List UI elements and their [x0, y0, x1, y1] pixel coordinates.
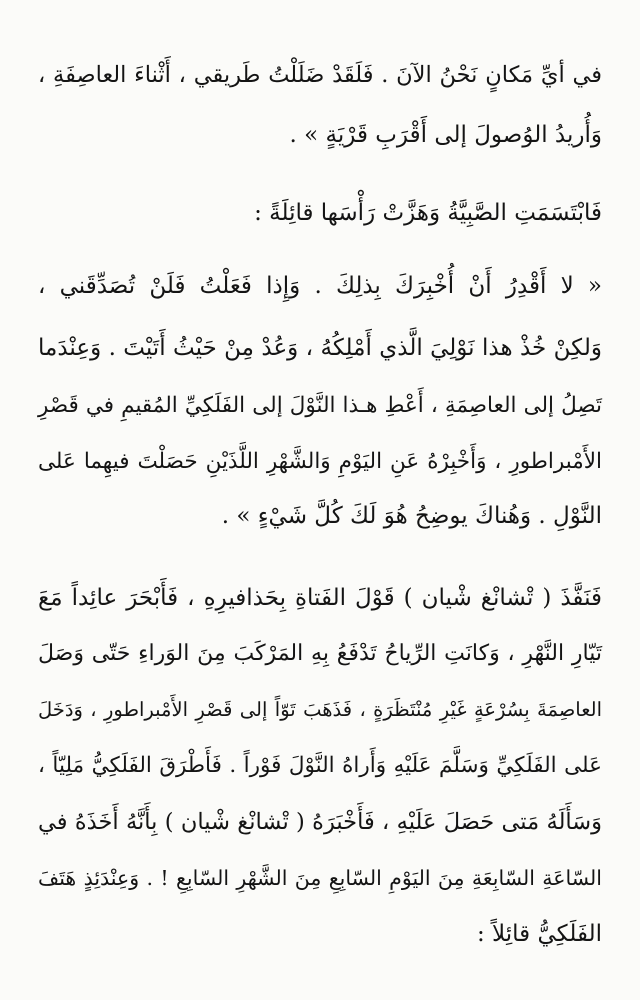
text-line: فَابْتَسَمَتِ الصَّبِيَّةُ وَهَزَّتْ رَأْسَها قائِلَةً :: [254, 200, 602, 226]
text-line: فَنَفَّذَ ( تْشانْغ شْيان ) قَوْلَ الفَتاةِ بِحَذافيرِهِ ، فَأَبْحَرَ عائِداً مَعَ: [38, 585, 602, 611]
text-line: النَّوْلِ . وَهُناكَ يوضِحُ هُوَ لَكَ كُلَّ شَيْءٍ » .: [221, 503, 602, 529]
text-line: الفَلَكِيُّ قائِلاً :: [476, 921, 602, 947]
text-line: وَلكِنْ خُذْ هذا نَوْلِيَ الَّذي أَمْلِكُهُ ، وَعُدْ مِنْ حَيْثُ أَتَيْتَ . وَعِنْدَما: [38, 335, 602, 361]
text-line: « لا أَقْدِرُ أَنْ أُخْبِرَكَ بِذلِكَ . وَإِذا فَعَلْتُ فَلَنْ تُصَدِّقَني ،: [38, 273, 602, 299]
text-line: السّاعَةِ السّابِعَةِ مِنَ اليَوْمِ السّابِعِ مِنَ الشَّهْرِ السّابِعِ ! . وَعِنْدَئِذٍ هَتَفَ: [38, 866, 602, 890]
text-line: وَأُريدُ الوُصولَ إلى أَقْرَبِ قَرْيَةٍ » .: [289, 122, 602, 148]
text-line: في أيِّ مَكانٍ نَحْنُ الآنَ . فَلَقَدْ ضَلَلْتُ طَريقي ، أَثْناءَ العاصِفَةِ ،: [38, 62, 602, 88]
text-line: الأَمْبراطورِ ، وَأَخْبِرْهُ عَنِ اليَوْمِ وَالشَّهْرِ اللَّذَيْنِ حَصَلْتَ فيهِما عَلى: [38, 449, 602, 474]
text-line: عَلى الفَلَكِيِّ وَسَلَّمَ عَلَيْهِ وَأَراهُ النَّوْلَ فَوْراً . فَأَطْرَقَ الفَلَكِيُّ مَلِيّاً ،: [38, 753, 602, 778]
text-line: العاصِمَةَ بِسُرْعَةٍ غَيْرِ مُنْتَظَرَةٍ ، فَذَهَبَ تَوّاً إلى قَصْرِ الأَمْبراطورِ ، وَدَخَلَ: [38, 698, 602, 721]
text-line: وَسَأَلَهُ مَتى حَصَلَ عَلَيْهِ ، فَأَخْبَرَهُ ( تْشانْغ شْيان ) بِأَنَّهُ أَخَذَهُ في: [38, 809, 602, 835]
text-line: تَيّارِ النَّهْرِ ، وَكانَتِ الرِّياحُ تَدْفَعُ بِهِ المَرْكَبَ مِنَ الوَراءِ حَتّى وَصَلَ: [38, 641, 602, 666]
text-line: تَصِلُ إلى العاصِمَةِ ، أَعْطِ هـذا النَّوْلَ إلى الفَلَكِيِّ المُقيمِ في قَصْرِ: [38, 393, 602, 418]
